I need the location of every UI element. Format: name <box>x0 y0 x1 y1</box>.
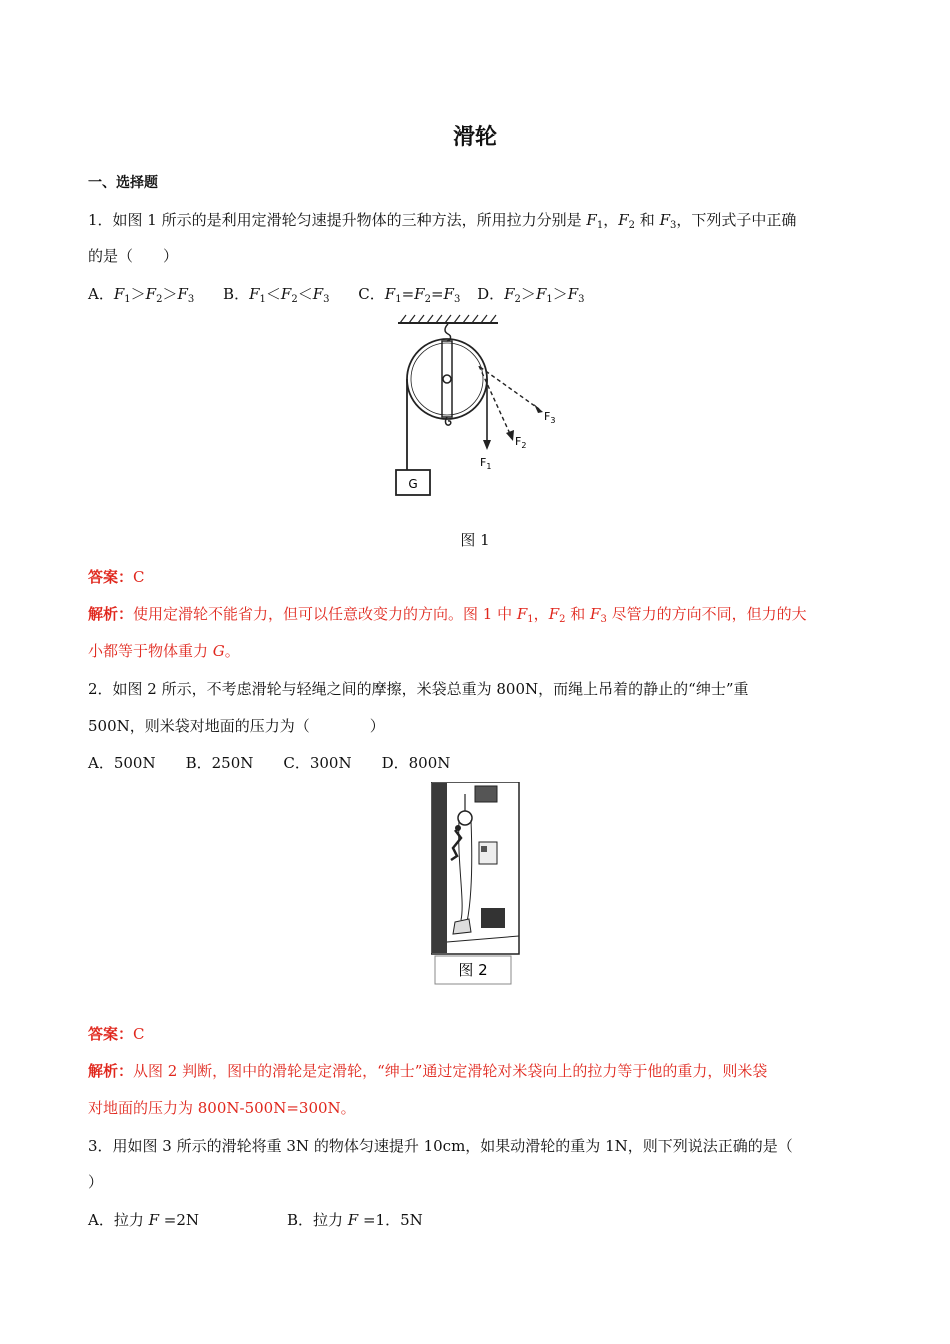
q3-stem-line2: ） <box>88 1173 104 1191</box>
q1-option-c: C．$F_1=F_2=F_3$ <box>358 285 461 305</box>
q1-analysis-line2: 小都等于物体重力 G。 <box>88 642 240 660</box>
q2-stem-line1: 2．如图 2 所示，不考虑滑轮与轻绳之间的摩擦，米袋总重为 800N，而绳上吊着的静止的“绅士”重 <box>88 680 749 698</box>
force-f3-arrowhead <box>534 404 543 413</box>
pulley-wheel <box>407 339 487 419</box>
doorway <box>481 908 505 928</box>
force-f1-label: $F_1$ <box>480 456 492 471</box>
left-wall <box>432 783 447 953</box>
figure-2-illustration <box>431 782 521 988</box>
q2-options: A．500N B．250N C．300N D．800N <box>88 754 451 772</box>
wall-box <box>479 842 497 864</box>
wall-box-detail <box>481 846 487 852</box>
page-title: 滑轮 <box>452 125 497 150</box>
force-f2-label: $F_2$ <box>515 435 527 450</box>
q2-answer: 答案：C <box>88 1025 145 1043</box>
figure-head <box>455 825 461 831</box>
q1-stem-line1: 1．如图 1 所示的是利用定滑轮匀速提升物体的三种方法，所用拉力分别是 $F_1$，$F_2$ 和 $F_3$，下列式子中正确 <box>88 211 797 231</box>
q3-option-a: A．拉力 F =2N <box>88 1211 200 1229</box>
q3-option-b: B．拉力 F =1．5N <box>287 1211 423 1229</box>
force-f1-arrowhead <box>483 440 491 450</box>
q1-option-d: D．$F_2>F_1>F_3$ <box>477 285 585 305</box>
figure-1-caption: 图 1 <box>460 531 490 549</box>
q2-analysis-line2: 对地面的压力为 800N-500N=300N。 <box>88 1099 356 1117</box>
q2-stem-line2: 500N，则米袋对地面的压力为（ ） <box>88 717 385 735</box>
q1-option-b: B．$F_1<F_2<F_3$ <box>223 285 330 305</box>
pulley-axle <box>443 375 451 383</box>
force-f3-label: $F_3$ <box>544 410 556 425</box>
ceiling-hatch <box>400 315 496 323</box>
weight-label: G <box>408 477 418 491</box>
force-f2-line <box>479 366 511 436</box>
section-heading: 一、选择题 <box>88 175 158 191</box>
figure-2-caption: 图 2 <box>458 961 488 979</box>
q1-stem-line2: 的是（ ） <box>88 247 179 265</box>
pulley-groove <box>411 343 483 415</box>
q3-stem-line1: 3．用如图 3 所示的滑轮将重 3N 的物体匀速提升 10cm，如果动滑轮的重为 1N，则下列说法正确的是（ <box>88 1137 793 1155</box>
ceiling-fixture <box>475 786 497 802</box>
q1-analysis-line1: 解析：使用定滑轮不能省力，但可以任意改变力的方向。图 1 中 $F_1$，$F_2$ 和 $F_3$ 尽管力的方向不同，但力的大 <box>88 605 807 625</box>
q1-answer: 答案：C <box>88 568 145 586</box>
force-f2-arrowhead <box>506 430 514 441</box>
q2-analysis-line1: 解析：从图 2 判断，图中的滑轮是定滑轮，“绅士”通过定滑轮对米袋向上的拉力等于他的重力，则米袋 <box>88 1062 768 1080</box>
figure-1-pulley-diagram <box>392 312 562 502</box>
q1-option-a: A．$F_1>F_2>F_3$ <box>88 285 195 305</box>
q1-options <box>88 284 585 304</box>
